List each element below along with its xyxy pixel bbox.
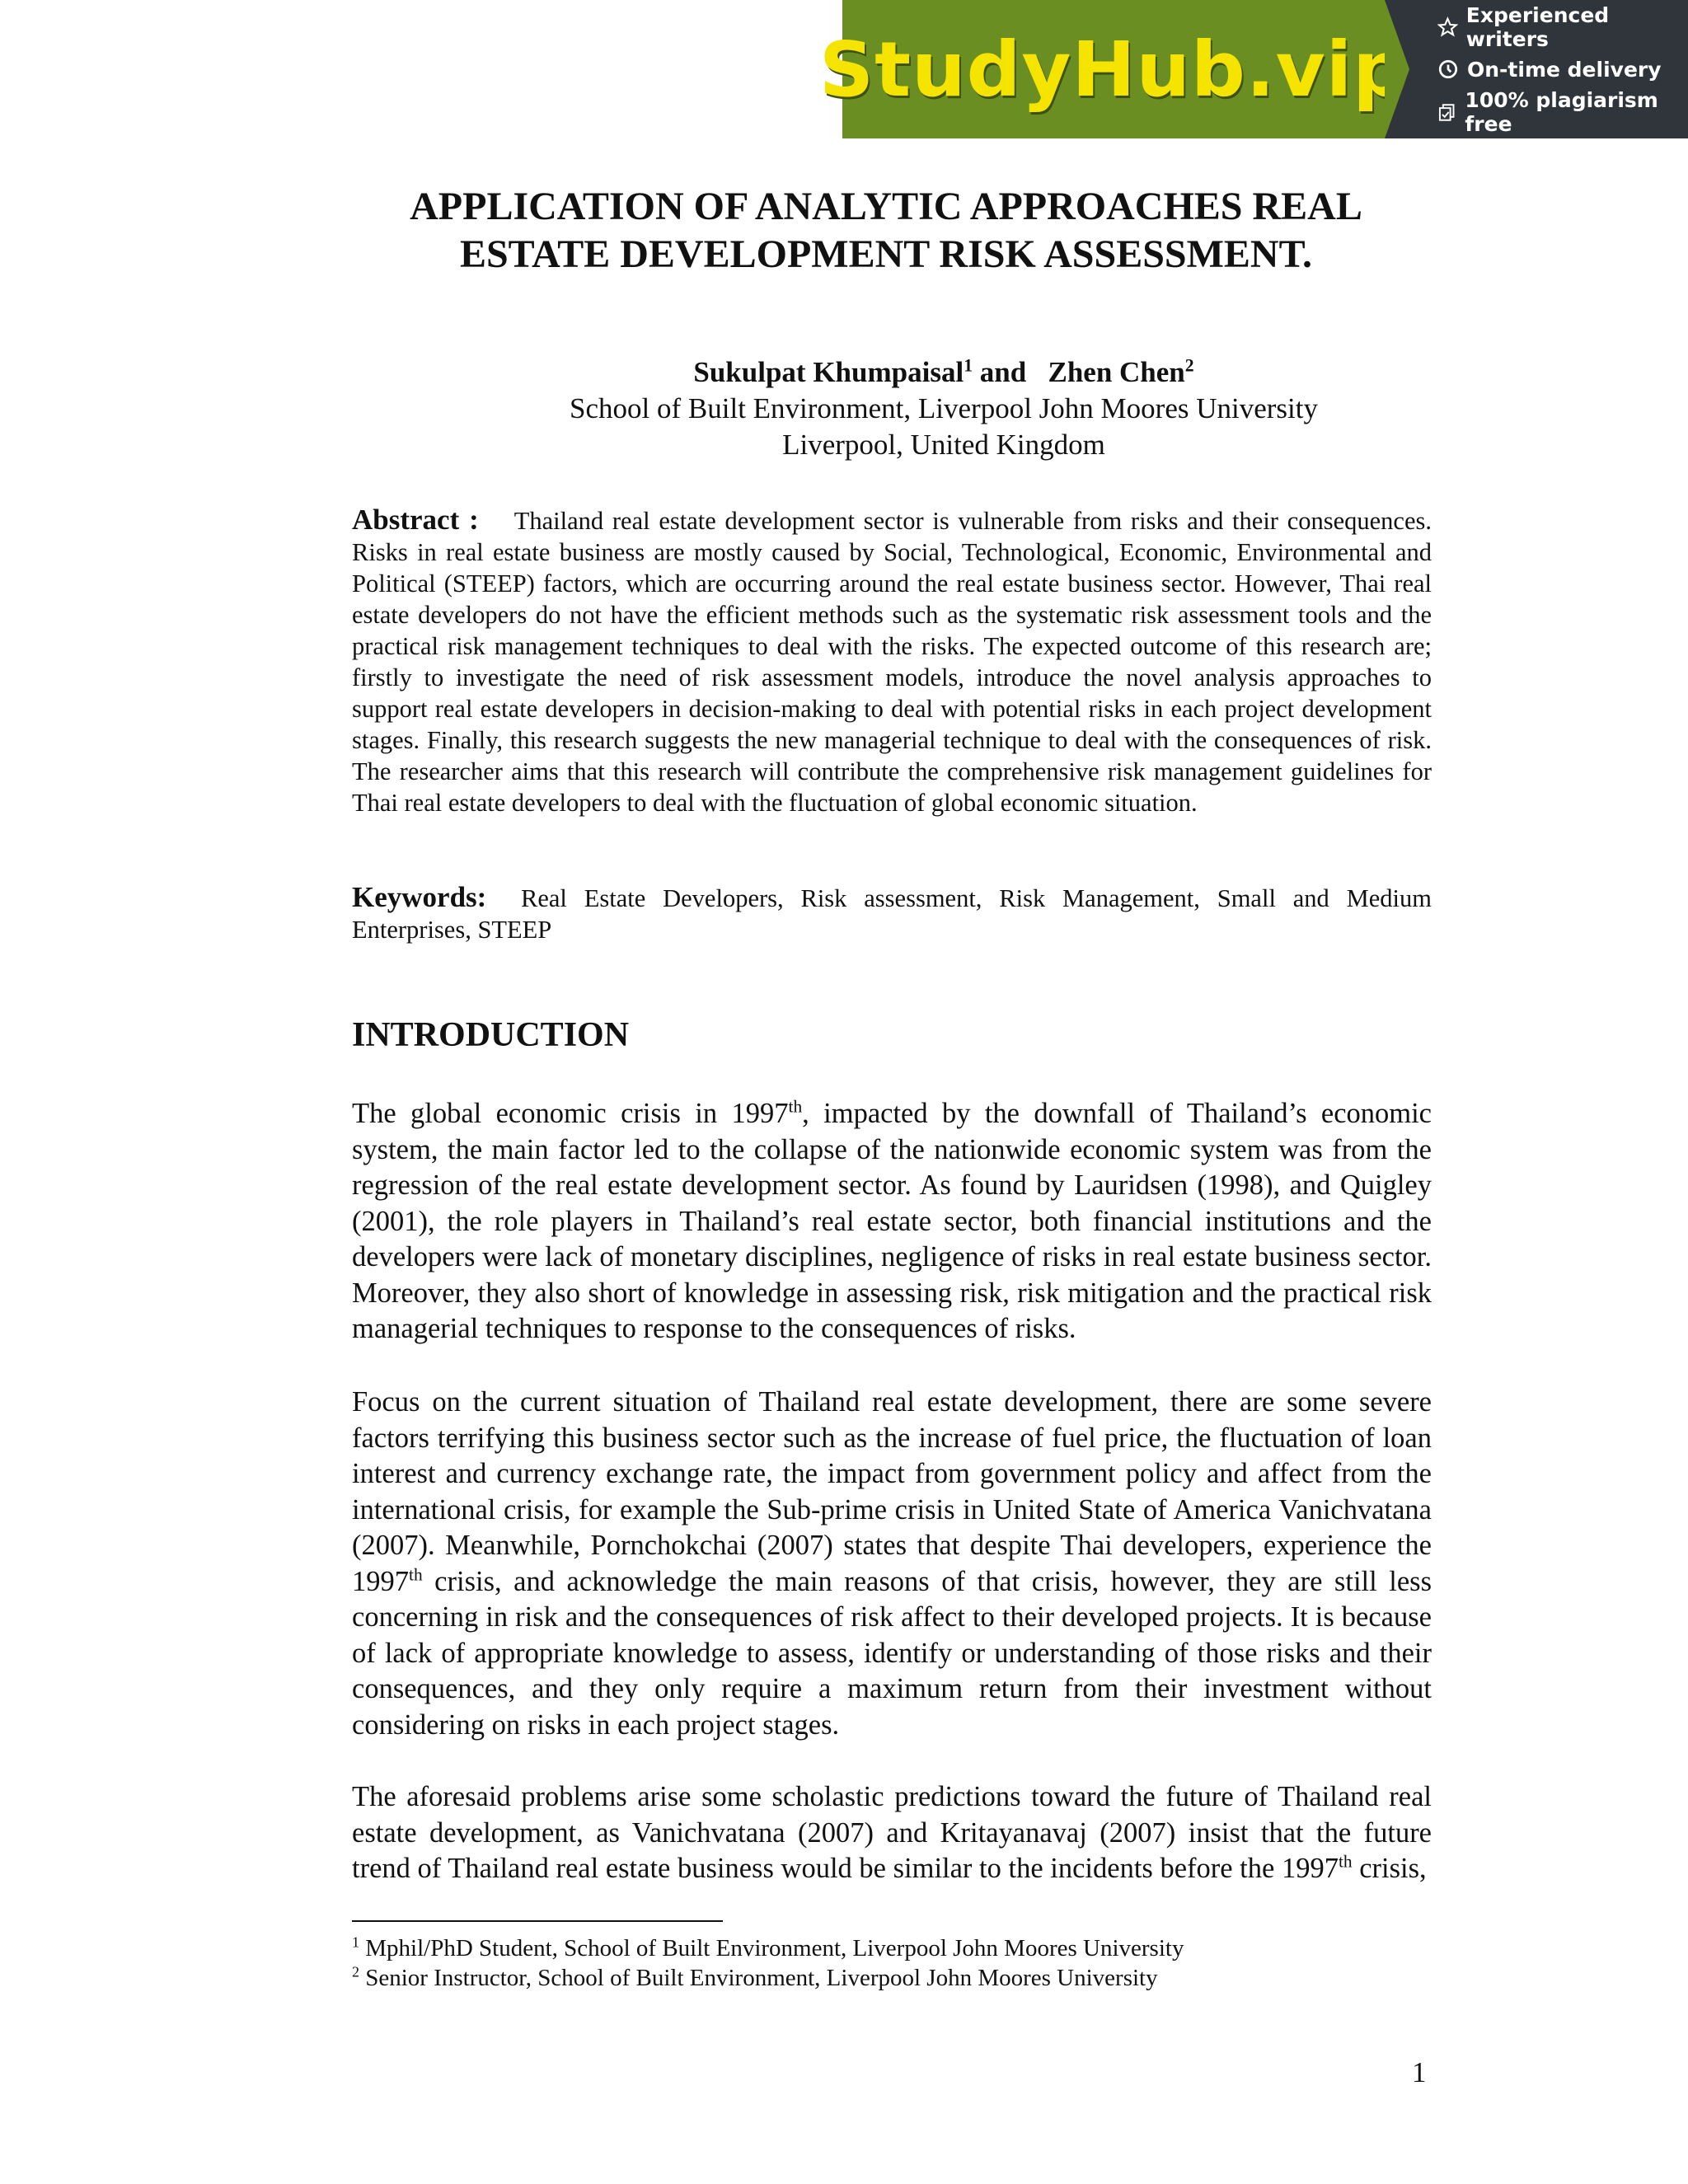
footnote-text: Senior Instructor, School of Built Environment, Liverpool John Moores University [359, 1965, 1158, 1991]
keywords [352, 882, 1432, 945]
title-line: ESTATE DEVELOPMENT RISK ASSESSMENT. [459, 232, 1313, 276]
footnote-marker: 2 [352, 1963, 359, 1980]
paragraph-text: crisis, [1352, 1853, 1427, 1884]
paper-title [354, 183, 1418, 279]
footnote-2 [352, 1963, 1432, 1993]
author-block [354, 354, 1533, 463]
studyhub-logo[interactable] [818, 0, 1409, 138]
paragraph-text: Focus on the current situation of Thailand real estate development, there are some severe factors terrifying this business sector such as the increase of fuel price, the fluctuation of loan interest and currency exchange rate, the impact from government policy and affect from the international crisis, for example the Sub-prime crisis in United State of America Vanichvatana (2007). Meanwhile, Pornchokchai (2007) states that despite Thai developers, experience the 1997 [352, 1386, 1432, 1597]
and-text: and [973, 356, 1048, 388]
section-heading-introduction: INTRODUCTION [352, 1016, 630, 1054]
ordinal-sup: th [409, 1564, 423, 1584]
feature-label: On-time delivery [1467, 57, 1662, 82]
abstract [352, 504, 1432, 818]
author-1: Sukulpat Khumpaisal [693, 356, 964, 388]
intro-paragraph-1 [352, 1096, 1432, 1347]
feature-delivery [1437, 58, 1688, 82]
studyhub-banner[interactable] [818, 0, 1688, 138]
keywords-text: Real Estate Developers, Risk assessment, Risk Management, Small and Medium Enterprises, STEEP [352, 884, 1432, 944]
feature-plagiarism [1437, 88, 1688, 136]
author-names [354, 354, 1533, 391]
keywords-label: Keywords: [352, 881, 487, 913]
footnote-text: Mphil/PhD Student, School of Built Environment, Liverpool John Moores University [359, 1935, 1184, 1961]
paragraph-text: The global economic crisis in 1997 [352, 1098, 789, 1129]
intro-paragraph-2 [352, 1385, 1432, 1743]
location: Liverpool, United Kingdom [782, 429, 1105, 461]
logo-text: StudyHub.vip [818, 25, 1409, 114]
ordinal-sup: th [1338, 1851, 1353, 1872]
feature-label: Experienced writers [1465, 2, 1610, 51]
author-2-sup: 2 [1184, 355, 1194, 376]
footnote-divider [352, 1920, 723, 1922]
paragraph-text: crisis, and acknowledge the main reasons of that crisis, however, they are still less concerning in risk and the consequences of risk affect to their developed projects. It is because of lack of appropriate knowledge to assess, identify or understanding of those risks and their consequences, and they only require a maximum return from their investment without considering on risks in each project stages. [352, 1565, 1432, 1741]
copy-check-icon [1437, 101, 1456, 123]
abstract-label: Abstract : [352, 504, 479, 536]
author-2: Zhen Chen [1048, 356, 1185, 388]
page-number: 1 [1412, 2056, 1427, 2088]
paragraph-text: , impacted by the downfall of Thailand’s economic system, the main factor led to the collapse of the nationwide economic system was from the regression of the real estate development sector. As found by Lauridsen (1998), and Quigley (2001), the role players in Thailand’s real estate sector, both financial institutions and the developers were lack of monetary disciplines, negligence of risks in real estate business sector. Moreover, they also short of knowledge in assessing risk, risk mitigation and the practical risk managerial techniques to response to the consequences of risks. [352, 1098, 1432, 1344]
star-icon [1437, 16, 1458, 38]
author-1-sup: 1 [964, 355, 973, 376]
footnote-1 [352, 1933, 1432, 1963]
abstract-text: Thailand real estate development sector is vulnerable from risks and their consequences. Risks in real estate business are mostly caused by Social, Technological, Economic, Environmental and Political (STEEP) factors, which are occurring around the real estate business sector. However, Thai real estate developers do not have the efficient methods such as the systematic risk assessment tools and the practical risk management techniques to deal with the risks. The expected outcome of this research are; firstly to investigate the need of risk assessment models, introduce the novel analysis approaches to support real estate developers in decision-making to deal with potential risks in each project development stages. Finally, this research suggests the new managerial technique to deal with the consequences of risk. The researcher aims that this research will contribute the comprehensive risk management guidelines for Thai real estate developers to deal with the fluctuation of global economic situation. [352, 507, 1432, 817]
feature-label: 100% plagiarism free [1465, 87, 1658, 136]
intro-paragraph-3 [352, 1779, 1432, 1887]
affiliation: School of Built Environment, Liverpool John Moores University [570, 392, 1318, 424]
feature-writers [1437, 3, 1688, 51]
ordinal-sup: th [788, 1096, 803, 1117]
paragraph-text: The aforesaid problems arise some scholastic predictions toward the future of Thailand real estate development, as Vanichvatana (2007) and Kritayanavaj (2007) insist that the future trend of Thailand real estate business would be similar to the incidents before the 1997 [352, 1781, 1432, 1884]
footnote-marker: 1 [352, 1933, 359, 1951]
title-line: APPLICATION OF ANALYTIC APPROACHES REAL [410, 185, 1362, 228]
banner-features [1385, 0, 1688, 138]
footnotes [352, 1933, 1432, 1993]
clock-icon [1437, 59, 1459, 80]
